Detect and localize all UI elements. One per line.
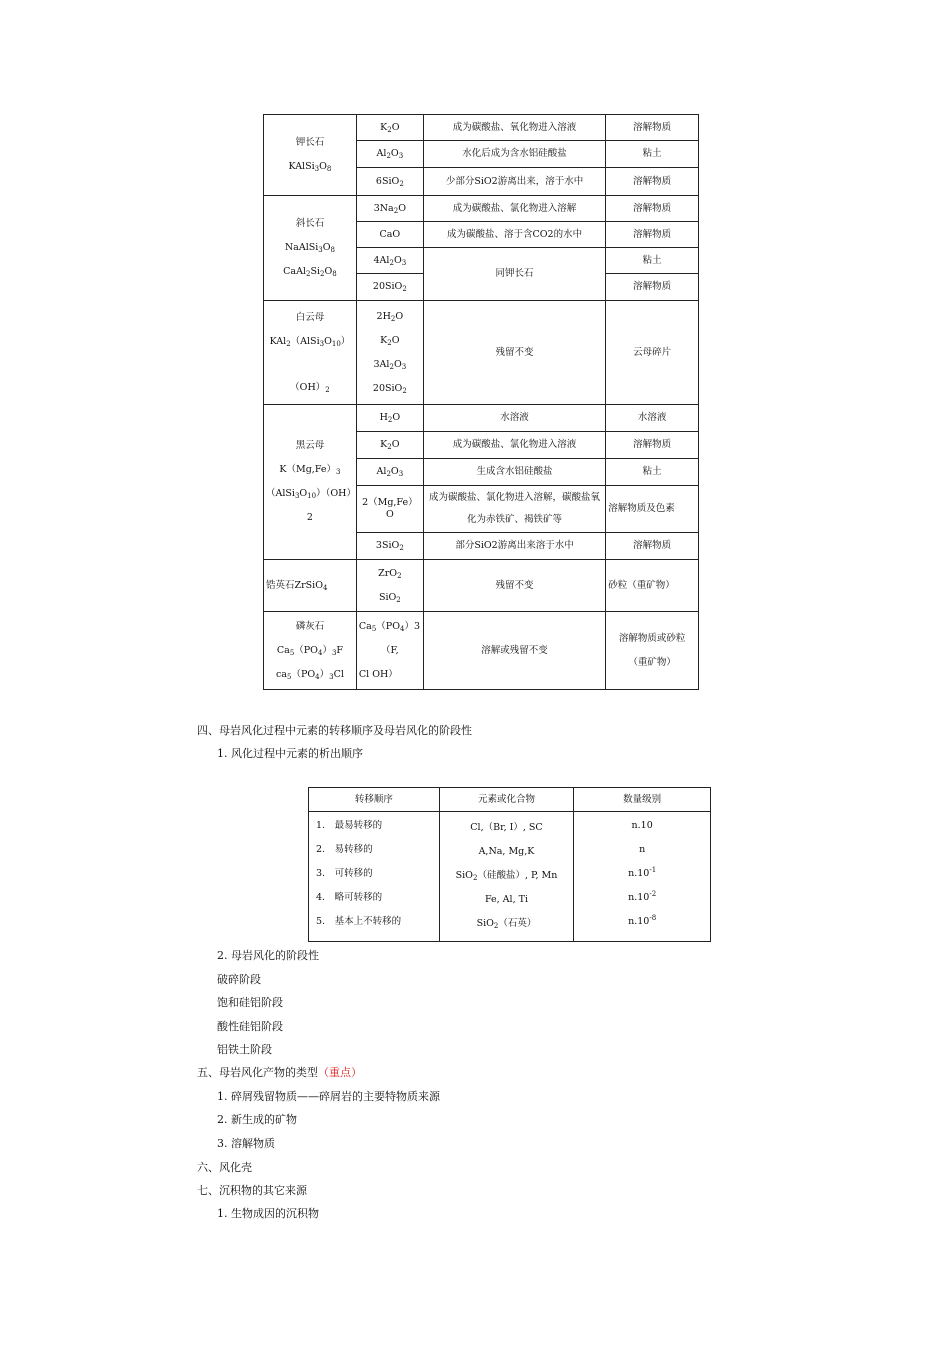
section-5-item: 1. 碎屑残留物质——碎屑岩的主要特物质来源 <box>217 1090 440 1103</box>
section-4-title: 四、母岩风化过程中元素的转移顺序及母岩风化的阶段性 <box>197 724 472 737</box>
product-cell: 溶解物质及色素 <box>606 486 699 533</box>
mineral-muscovite: 白云母 $KAl_2(AlSi_3O_{10})$ $(OH)_2$ <box>264 301 357 405</box>
change-cell: 溶解或残留不变 <box>423 612 605 690</box>
mineral-k-feldspar: 钾长石 $KAlSi_3O_8$ <box>264 115 357 196</box>
component-cell: 2（Mg,Fe）O <box>356 486 423 533</box>
change-cell: 少部分SiO2游离出来，溶于水中 <box>423 168 605 196</box>
product-cell: 溶解物质 <box>606 533 699 560</box>
change-cell: 水化后成为含水铝硅酸盐 <box>423 141 605 168</box>
component-cell: $Al_2O_3$ <box>356 141 423 168</box>
product-cell: 溶解物质 <box>606 115 699 141</box>
component-stack: ZrO$_2$ SiO$_2$ <box>356 560 423 612</box>
product-cell: 溶解物质或砂粒 （重矿物） <box>606 612 699 690</box>
product-cell: 溶解物质 <box>606 168 699 196</box>
product-cell: 砂粒（重矿物） <box>606 560 699 612</box>
product-cell: 溶解物质 <box>606 196 699 222</box>
header-order: 转移顺序 <box>309 788 440 812</box>
mineral-biotite: 黑云母 $K(Mg,Fe)_3$ $(AlSi_3O_{10})(OH)$ 2 <box>264 405 357 560</box>
mineral-apatite: 磷灰石 $Ca_5(PO_4)_3F$ $ca_5(PO_4)_3Cl$ <box>264 612 357 690</box>
product-cell: 云母碎片 <box>606 301 699 405</box>
component-cell: CaO <box>356 222 423 248</box>
weathering-table <box>263 114 699 690</box>
product-cell: 溶解物质 <box>606 222 699 248</box>
stage-item: 破碎阶段 <box>217 973 261 986</box>
element-column: Cl,（Br, I）, SC A,Na, Mg,K SiO$_2$（硅酸盐）, P, Mn Fe, Al, Ti SiO$_2$（石英） <box>439 812 574 942</box>
change-cell: 成为碳酸盐、溶于含CO2的水中 <box>423 222 605 248</box>
change-cell: 成为碳酸盐、氯化物进入溶解 <box>423 196 605 222</box>
section-5-item: 2. 新生成的矿物 <box>217 1113 297 1126</box>
section-5-item: 3. 溶解物质 <box>217 1137 275 1150</box>
change-cell: 成为碳酸盐、氯化物进入溶液 <box>423 432 605 459</box>
change-cell: 水溶液 <box>423 405 605 432</box>
section-7-item: 1. 生物成因的沉积物 <box>217 1207 319 1220</box>
key-point-mark: （重点） <box>318 1066 362 1079</box>
product-cell: 溶解物质 <box>606 274 699 301</box>
component-cell: $4Al_2O_3$ <box>356 248 423 274</box>
section-7-title: 七、沉积物的其它来源 <box>197 1184 307 1197</box>
component-cell: $K_2O$ <box>356 115 423 141</box>
component-stack: $2H_2O$ $K_2O$ $3Al_2O_3$ 20SiO$_2$ <box>356 301 423 405</box>
element-order-table <box>308 787 711 942</box>
level-column: n.10 n $n.10^{-1}$ $n.10^{-2}$ $n.10^{-8}$ <box>574 812 711 942</box>
product-cell: 溶解物质 <box>606 432 699 459</box>
change-cell: 残留不变 <box>423 301 605 405</box>
component-cell: 3SiO$_2$ <box>356 533 423 560</box>
component-cell: 20SiO$_2$ <box>356 274 423 301</box>
component-cell: $H_2O$ <box>356 405 423 432</box>
change-cell: 残留不变 <box>423 560 605 612</box>
product-cell: 水溶液 <box>606 405 699 432</box>
product-cell: 粘土 <box>606 141 699 168</box>
change-cell: 同钾长石 <box>423 248 605 301</box>
section-5-title: 五、母岩风化产物的类型（重点） <box>197 1066 362 1079</box>
header-level: 数量级别 <box>574 788 711 812</box>
product-cell: 粘土 <box>606 248 699 274</box>
component-cell: $K_2O$ <box>356 432 423 459</box>
stage-item: 饱和硅铝阶段 <box>217 996 283 1009</box>
mineral-plagioclase: 斜长石 $NaAlSi_3O_8$ $CaAl_2Si_2O_8$ <box>264 196 357 301</box>
stage-item: 铝铁土阶段 <box>217 1043 272 1056</box>
header-element: 元素或化合物 <box>439 788 574 812</box>
component-cell: $Al_2O_3$ <box>356 459 423 486</box>
product-cell: 粘土 <box>606 459 699 486</box>
component-stack: $Ca_5(PO_4)3$ （F, Cl OH） <box>356 612 423 690</box>
change-cell: 生成含水铝硅酸盐 <box>423 459 605 486</box>
change-cell: 成为碳酸盐、氧化物进入溶液 <box>423 115 605 141</box>
section-6-title: 六、风化壳 <box>197 1161 252 1174</box>
section-4-sub2: 2. 母岩风化的阶段性 <box>217 949 319 962</box>
order-column: 1. 最易转移的 2. 易转移的 3. 可转移的 4. 略可转移的 5. 基本上不转移的 <box>309 812 440 942</box>
stage-item: 酸性硅铝阶段 <box>217 1020 283 1033</box>
mineral-zircon: 锆英石ZrSiO$_4$ <box>264 560 357 612</box>
change-cell: 成为碳酸盐、氯化物进入溶解，碳酸盐氧化为赤铁矿、褐铁矿等 <box>423 486 605 533</box>
change-cell: 部分SiO2游离出来溶于水中 <box>423 533 605 560</box>
component-cell: 6SiO$_2$ <box>356 168 423 196</box>
component-cell: $3Na_2O$ <box>356 196 423 222</box>
section-4-sub1: 1. 风化过程中元素的析出顺序 <box>217 747 363 760</box>
